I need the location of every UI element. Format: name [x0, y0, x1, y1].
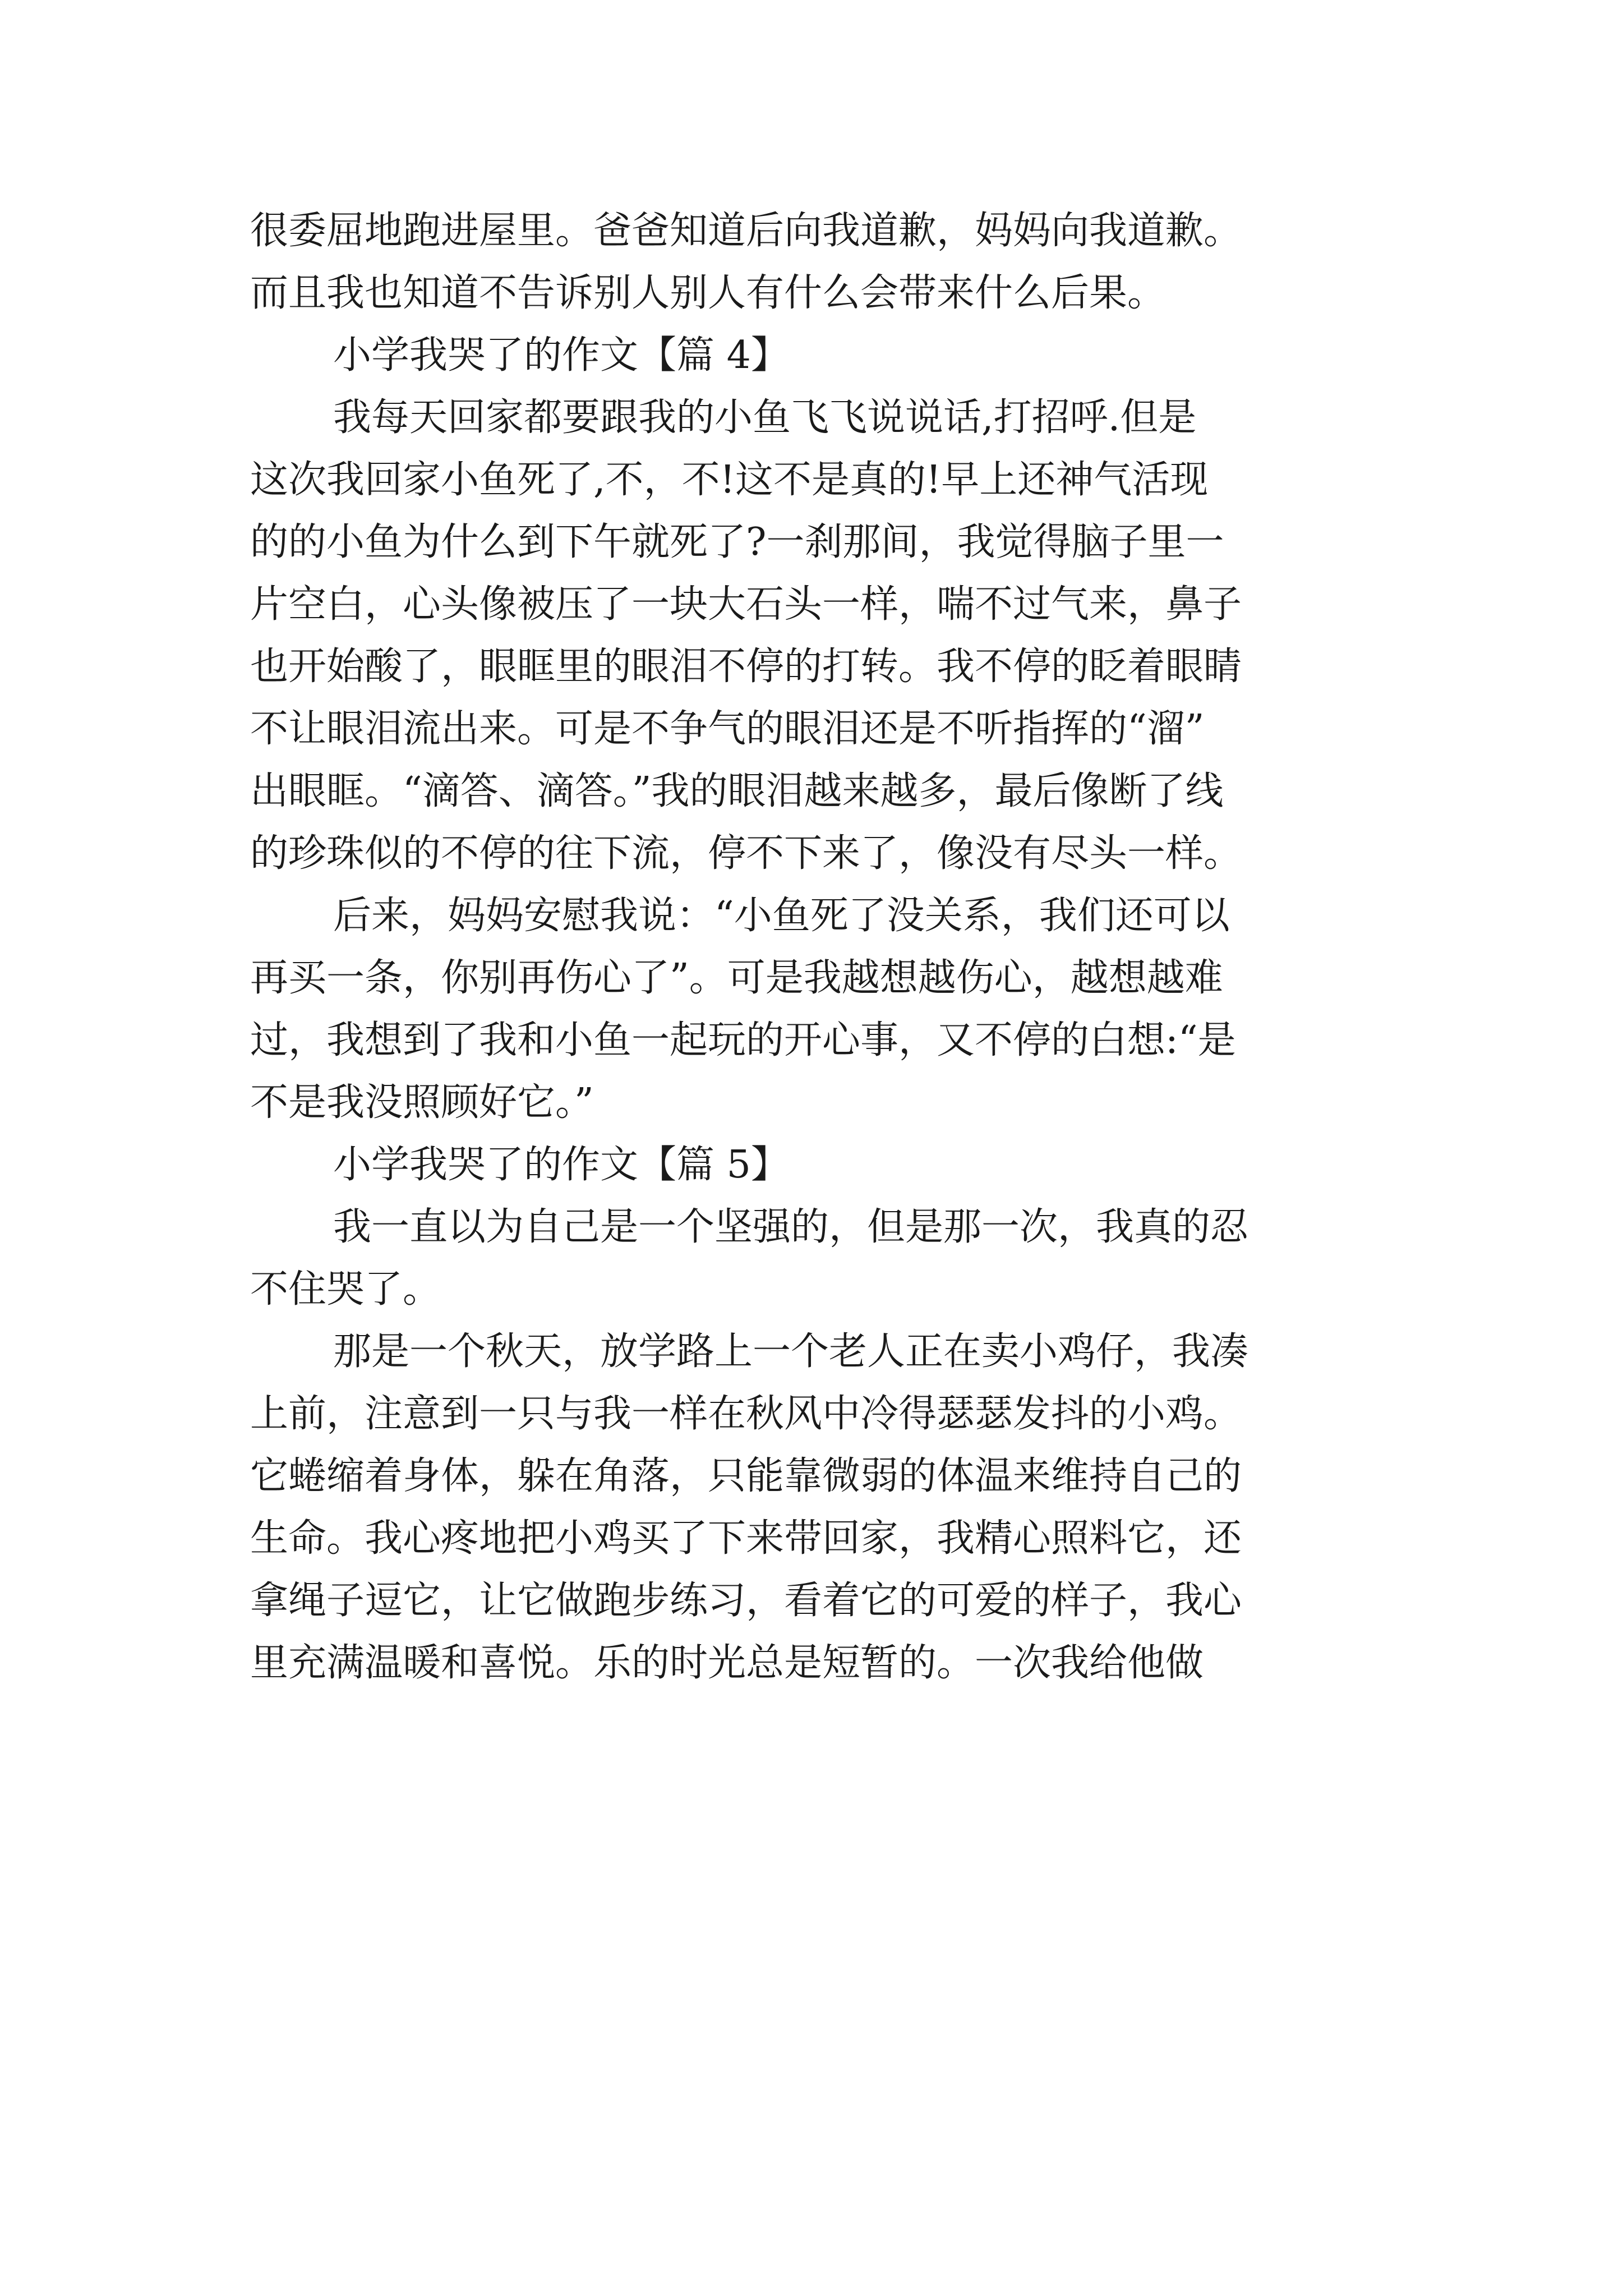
text-line: 也开始酸了，眼眶里的眼泪不停的打转。我不停的眨着眼睛 [250, 645, 1242, 689]
text-line: 那是一个秋天，放学路上一个老人正在卖小鸡仔，我凑 [333, 1329, 1249, 1374]
text-line: 生命。我心疼地把小鸡买了下来带回家，我精心照料它，还 [250, 1516, 1242, 1561]
document-body [250, 200, 1394, 1694]
text-line: 而且我也知道不告诉别人别人有什么会带来什么后果。 [250, 271, 1166, 315]
text-line: 的的小鱼为什么到下午就死了?一刹那间，我觉得脑子里一 [250, 520, 1224, 564]
text-line: 再买一条，你别再伤心了”。可是我越想越伤心，越想越难 [250, 956, 1223, 1000]
section-heading: 小学我哭了的作文【篇 5】 [333, 1143, 789, 1187]
text-line: 里充满温暖和喜悦。乐的时光总是短暂的。一次我给他做 [250, 1641, 1204, 1685]
text-line: 出眼眶。“滴答、滴答。”我的眼泪越来越多，最后像断了线 [250, 769, 1224, 813]
text-line: 这次我回家小鱼死了,不，不!这不是真的!早上还神气活现 [250, 458, 1209, 502]
text-line: 不住哭了。 [250, 1267, 441, 1312]
text-line: 拿绳子逗它，让它做跑步练习，看着它的可爱的样子，我心 [250, 1579, 1242, 1623]
text-line: 过，我想到了我和小鱼一起玩的开心事，又不停的白想:“是 [250, 1018, 1236, 1062]
text-line: 我一直以为自己是一个坚强的，但是那一次，我真的忍 [333, 1205, 1249, 1249]
text-line: 我每天回家都要跟我的小鱼飞飞说说话,打招呼.但是 [333, 395, 1197, 440]
text-line: 片空白，心头像被压了一块大石头一样，喘不过气来，鼻子 [250, 582, 1242, 627]
section-heading: 小学我哭了的作文【篇 4】 [333, 333, 789, 378]
text-line: 不是我没照顾好它。” [250, 1080, 594, 1125]
text-line: 很委屈地跑进屋里。爸爸知道后向我道歉，妈妈向我道歉。 [250, 209, 1242, 253]
text-line: 它蜷缩着身体，躲在角落，只能靠微弱的体温来维持自己的 [250, 1454, 1242, 1498]
text-line: 后来，妈妈安慰我说：“小鱼死了没关系，我们还可以 [333, 894, 1230, 938]
text-line: 上前，注意到一只与我一样在秋风中冷得瑟瑟发抖的小鸡。 [250, 1392, 1242, 1436]
text-line: 不让眼泪流出来。可是不争气的眼泪还是不听指挥的“溜” [250, 707, 1205, 751]
text-line: 的珍珠似的不停的往下流，停不下来了，像没有尽头一样。 [250, 831, 1242, 876]
